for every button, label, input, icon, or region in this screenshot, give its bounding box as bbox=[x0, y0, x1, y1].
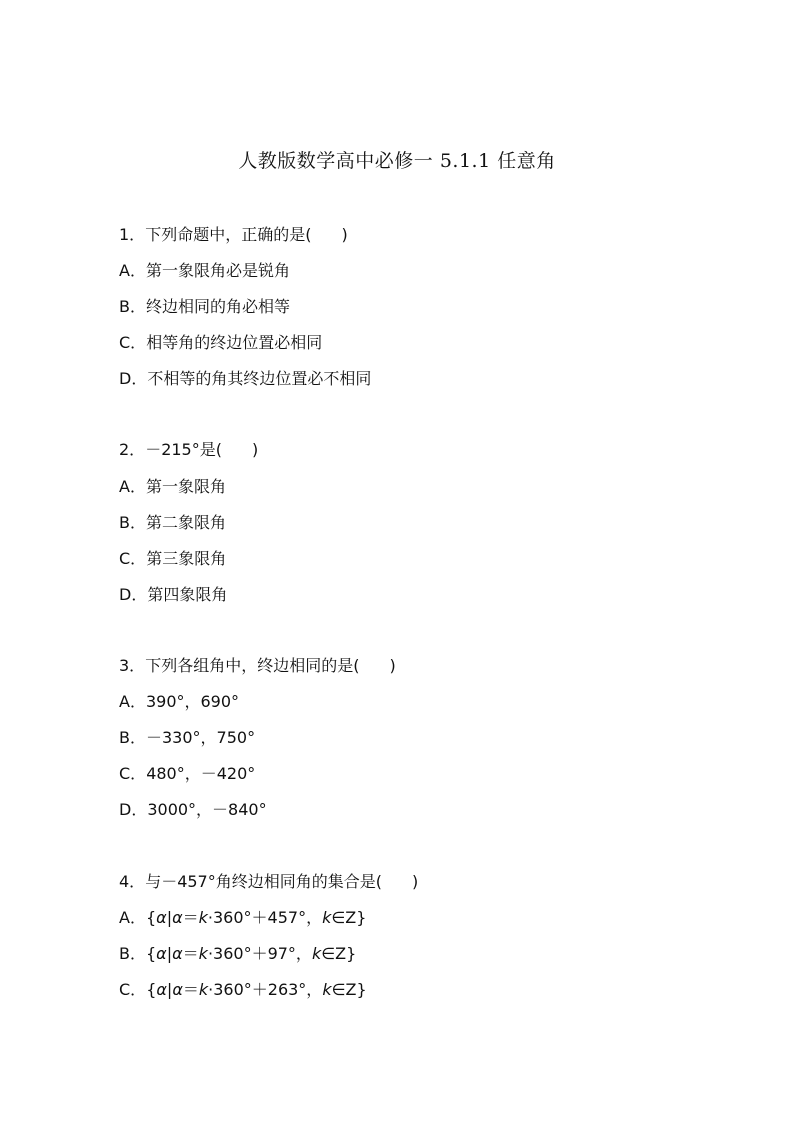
option-label: A． bbox=[119, 477, 146, 496]
k-symbol: k bbox=[198, 980, 209, 999]
question-3-option-b bbox=[119, 728, 255, 748]
equals-sign: ＝ bbox=[182, 944, 199, 963]
alpha-symbol: α bbox=[156, 944, 167, 963]
equals-sign: ＝ bbox=[182, 980, 199, 999]
option-text: 3000°，－840° bbox=[147, 800, 267, 819]
set-open: { bbox=[145, 908, 157, 927]
question-close-paren: ) bbox=[251, 440, 259, 459]
question-1-option-a bbox=[119, 261, 290, 281]
option-label: A． bbox=[119, 908, 146, 927]
option-text: 480°，－420° bbox=[146, 764, 256, 783]
option-label: A． bbox=[119, 261, 146, 280]
alpha-symbol: α bbox=[172, 944, 183, 963]
question-text: 下列命题中，正确的是( bbox=[145, 225, 312, 244]
alpha-symbol: α bbox=[172, 980, 183, 999]
question-close-paren: ) bbox=[389, 656, 396, 675]
question-2-option-c bbox=[119, 549, 226, 569]
option-text: 第四象限角 bbox=[147, 585, 228, 604]
option-label: D． bbox=[119, 369, 148, 388]
equals-sign: ＝ bbox=[182, 908, 199, 927]
alpha-symbol: α bbox=[156, 908, 167, 927]
option-text: 终边相同的角必相等 bbox=[145, 297, 290, 316]
option-label: B． bbox=[119, 728, 146, 747]
question-number: 3． bbox=[119, 656, 146, 675]
set-open: { bbox=[146, 980, 157, 999]
set-bar: | bbox=[166, 944, 173, 963]
question-4-option-b bbox=[119, 944, 356, 964]
set-expression: ·360°＋263°， bbox=[208, 980, 323, 999]
question-text: －215°是( bbox=[145, 440, 222, 459]
option-text: 不相等的角其终边位置必不相同 bbox=[147, 369, 372, 388]
set-expression: ·360°＋457°， bbox=[207, 908, 323, 927]
question-3-option-a bbox=[119, 692, 239, 712]
option-label: D． bbox=[119, 800, 148, 819]
alpha-symbol: α bbox=[172, 908, 183, 927]
option-text: －330°，750° bbox=[145, 728, 256, 747]
question-1-option-c bbox=[119, 333, 322, 353]
question-1-option-d bbox=[119, 369, 371, 389]
alpha-symbol: α bbox=[156, 980, 167, 999]
question-text: 下列各组角中，终边相同的是( bbox=[145, 656, 360, 675]
option-text: 第一象限角 bbox=[145, 477, 226, 496]
option-text: 390°，690° bbox=[145, 692, 240, 711]
option-text: 第三象限角 bbox=[146, 549, 227, 568]
k-symbol: k bbox=[198, 908, 208, 927]
option-label: C． bbox=[119, 764, 147, 783]
set-bar: | bbox=[166, 980, 173, 999]
option-label: C． bbox=[119, 333, 147, 352]
question-1-stem bbox=[119, 225, 348, 245]
question-2-stem bbox=[119, 440, 258, 460]
set-bar: | bbox=[166, 908, 173, 927]
option-label: A． bbox=[119, 692, 146, 711]
question-2-option-d bbox=[119, 585, 227, 605]
question-4-option-c bbox=[119, 980, 367, 1000]
option-text: 第二象限角 bbox=[145, 513, 226, 532]
question-text: 与－457°角终边相同角的集合是( bbox=[145, 872, 382, 891]
k-symbol: k bbox=[322, 908, 332, 927]
k-symbol: k bbox=[311, 944, 322, 963]
question-3-stem bbox=[119, 656, 396, 676]
question-close-paren: ) bbox=[341, 225, 348, 244]
question-number: 4． bbox=[119, 872, 146, 891]
option-label: B． bbox=[119, 513, 146, 532]
option-label: C． bbox=[119, 980, 147, 999]
set-close: ∈Z} bbox=[331, 908, 367, 927]
question-1-option-b bbox=[119, 297, 290, 317]
question-2-option-a bbox=[119, 477, 226, 497]
option-label: C． bbox=[119, 549, 147, 568]
question-3-option-c bbox=[119, 764, 255, 784]
question-4-option-a bbox=[119, 908, 366, 928]
question-number: 1． bbox=[119, 225, 146, 244]
set-close: ∈Z} bbox=[321, 944, 357, 963]
page-title: 人教版数学高中必修一 5.1.1 任意角 bbox=[238, 150, 556, 172]
option-label: B． bbox=[119, 944, 146, 963]
option-label: B． bbox=[119, 297, 146, 316]
set-close: ∈Z} bbox=[331, 980, 367, 999]
k-symbol: k bbox=[322, 980, 332, 999]
k-symbol: k bbox=[198, 944, 208, 963]
option-text: 相等角的终边位置必相同 bbox=[146, 333, 323, 352]
set-expression: ·360°＋97°， bbox=[207, 944, 312, 963]
set-open: { bbox=[145, 944, 157, 963]
question-number: 2． bbox=[119, 440, 146, 459]
question-3-option-d bbox=[119, 800, 267, 820]
option-label: D． bbox=[119, 585, 148, 604]
option-text: 第一象限角必是锐角 bbox=[145, 261, 290, 280]
question-4-stem bbox=[119, 872, 418, 892]
question-close-paren: ) bbox=[411, 872, 419, 891]
question-2-option-b bbox=[119, 513, 226, 533]
